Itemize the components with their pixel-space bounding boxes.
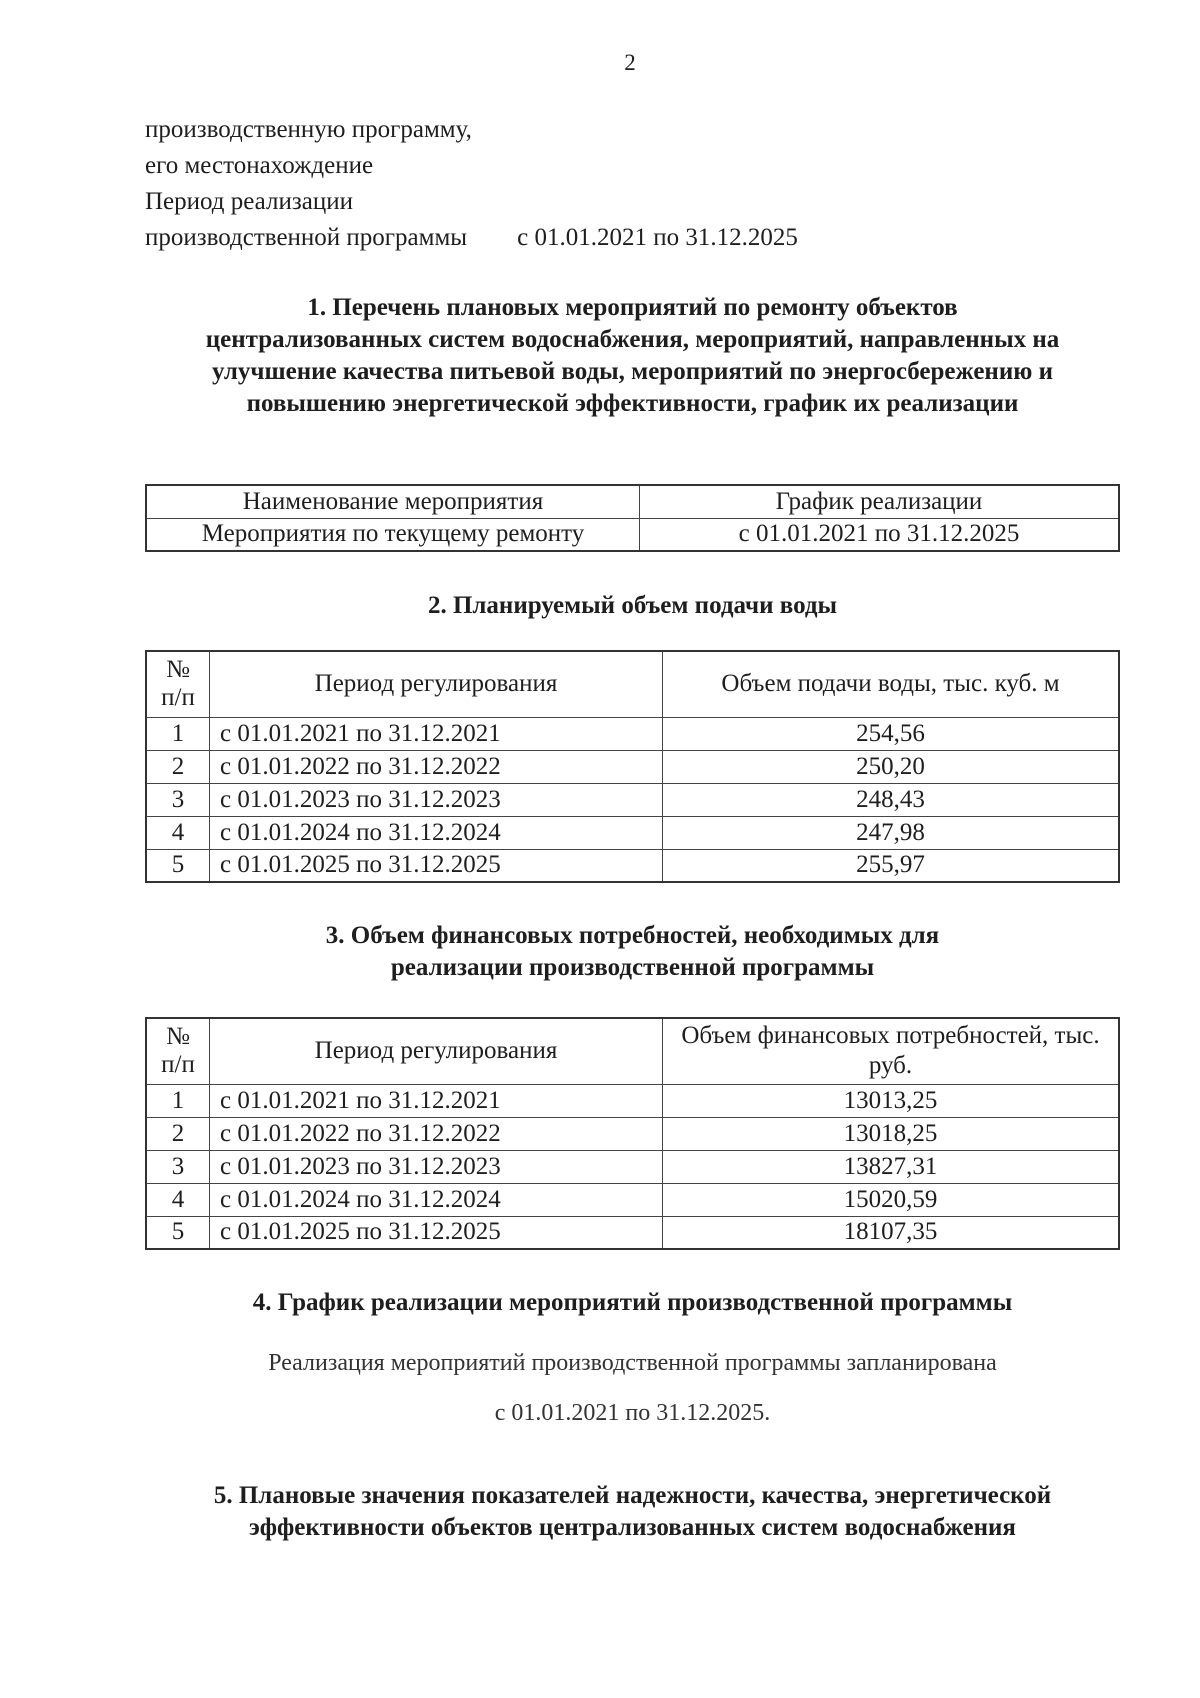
- table-row: [146, 518, 1119, 551]
- table-cell: с 01.01.2025 по 31.12.2025: [210, 1216, 663, 1249]
- table-header: Объем финансовых потребностей, тыс. руб.: [663, 1018, 1120, 1084]
- table-cell: 5: [146, 849, 210, 882]
- intro-block: [145, 112, 798, 256]
- table-cell: 3: [146, 1150, 210, 1183]
- section5-title: 5. Плановые значения показателей надежности, качества, энергетической эффективности объектов централизованных систем водоснабжения: [213, 1482, 1052, 1541]
- table-cell: Мероприятия по текущему ремонту: [146, 518, 640, 551]
- table-cell: 3: [146, 783, 210, 816]
- page-number: 2: [624, 50, 636, 75]
- table-cell: с 01.01.2025 по 31.12.2025: [210, 849, 663, 882]
- table-row: [146, 717, 1119, 750]
- table-header: Объем подачи воды, тыс. куб. м: [663, 651, 1120, 717]
- table-cell: с 01.01.2022 по 31.12.2022: [210, 750, 663, 783]
- table-cell: с 01.01.2021 по 31.12.2021: [210, 717, 663, 750]
- intro-line: производственную программу,: [145, 116, 472, 143]
- table-cell: 2: [146, 1117, 210, 1150]
- table-cell: 13013,25: [663, 1084, 1120, 1117]
- table-header: Период регулирования: [210, 651, 663, 717]
- section4-text-line1: Реализация мероприятий производственной программы запланирована: [268, 1350, 997, 1376]
- period-value: с 01.01.2021 по 31.12.2025: [517, 224, 798, 251]
- table-cell: 15020,59: [663, 1183, 1120, 1216]
- table-cell: 2: [146, 750, 210, 783]
- table-row: [146, 1183, 1119, 1216]
- intro-line: Период реализации: [145, 188, 353, 215]
- section4-text-line2: с 01.01.2021 по 31.12.2025.: [494, 1400, 771, 1426]
- table-header: № п/п: [146, 651, 210, 717]
- table-cell: с 01.01.2023 по 31.12.2023: [210, 783, 663, 816]
- section3-title: 3. Объем финансовых потребностей, необходимых для реализации производственной программы: [325, 922, 940, 981]
- table-cell: 13827,31: [663, 1150, 1120, 1183]
- table-cell: 5: [146, 1216, 210, 1249]
- table-cell: с 01.01.2024 по 31.12.2024: [210, 1183, 663, 1216]
- section4-title: 4. График реализации мероприятий производственной программы: [252, 1289, 1013, 1316]
- period-label: производственной программы: [145, 224, 468, 251]
- table-header: Период регулирования: [210, 1018, 663, 1084]
- table-row: [146, 750, 1119, 783]
- table-row: [146, 1216, 1119, 1249]
- table-row: [146, 1150, 1119, 1183]
- water-volume-table: [145, 650, 1120, 883]
- table-cell: 1: [146, 717, 210, 750]
- table-cell: 247,98: [663, 816, 1120, 849]
- table-cell: 18107,35: [663, 1216, 1120, 1249]
- table-cell: 254,56: [663, 717, 1120, 750]
- table-cell: с 01.01.2021 по 31.12.2025: [640, 518, 1120, 551]
- table-cell: 4: [146, 816, 210, 849]
- table-cell: 13018,25: [663, 1117, 1120, 1150]
- intro-line: его местонахождение: [145, 152, 374, 179]
- table-cell: 255,97: [663, 849, 1120, 882]
- table-row: [146, 1117, 1119, 1150]
- table-cell: с 01.01.2023 по 31.12.2023: [210, 1150, 663, 1183]
- table-cell: 248,43: [663, 783, 1120, 816]
- table-cell: с 01.01.2022 по 31.12.2022: [210, 1117, 663, 1150]
- events-table: [145, 484, 1120, 552]
- table-header: № п/п: [146, 1018, 210, 1084]
- finance-table: [145, 1017, 1120, 1250]
- table-header: Наименование мероприятия: [146, 485, 640, 518]
- table-cell: 4: [146, 1183, 210, 1216]
- table-row: [146, 783, 1119, 816]
- section2-title: 2. Планируемый объем подачи воды: [427, 592, 838, 619]
- table-row: [146, 816, 1119, 849]
- section1-title: 1. Перечень плановых мероприятий по ремонту объектов централизованных систем водоснабжения, мероприятий, направленных на улучшение качества питьевой воды, мероприятий по энергосбережению и повышению энергетической эффективности, график их реализации: [205, 294, 1060, 417]
- table-cell: 250,20: [663, 750, 1120, 783]
- table-cell: с 01.01.2021 по 31.12.2021: [210, 1084, 663, 1117]
- table-header: График реализации: [640, 485, 1120, 518]
- table-row: [146, 849, 1119, 882]
- table-row: [146, 1084, 1119, 1117]
- table-cell: 1: [146, 1084, 210, 1117]
- table-cell: с 01.01.2024 по 31.12.2024: [210, 816, 663, 849]
